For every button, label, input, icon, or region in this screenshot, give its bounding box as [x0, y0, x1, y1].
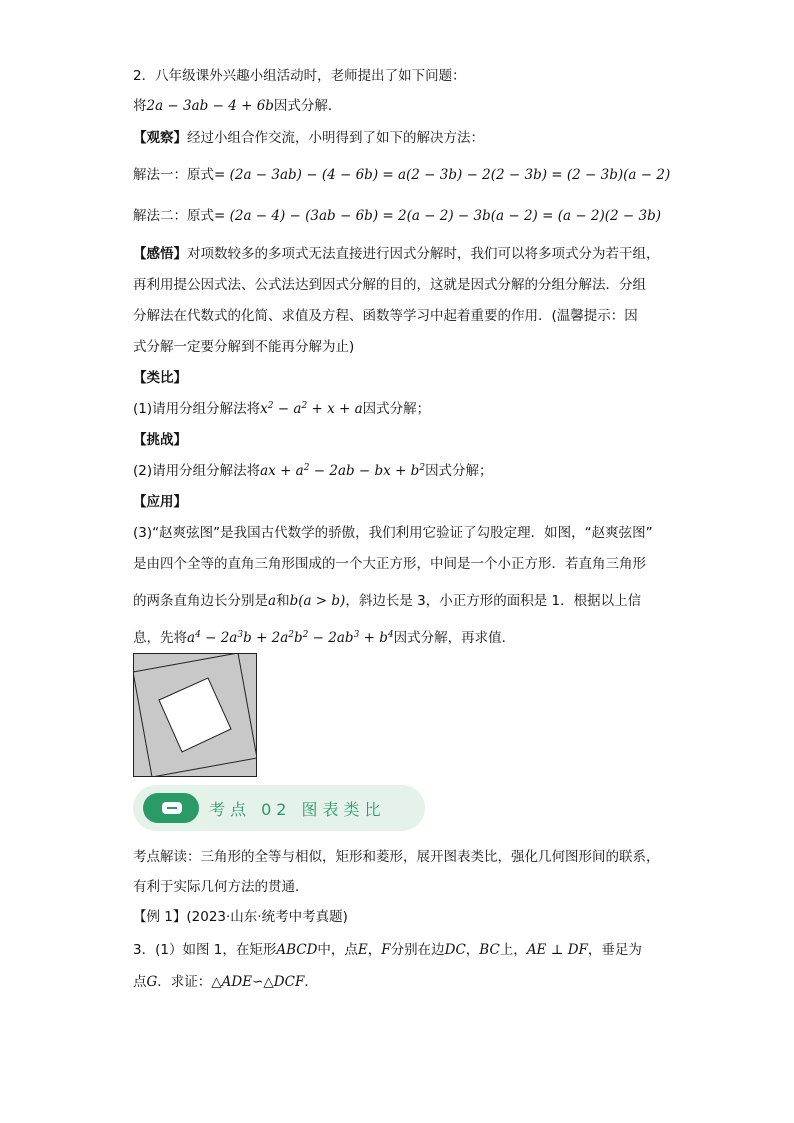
apply-label: [133, 492, 187, 512]
challenge-label-text: 【挑战】: [133, 432, 187, 448]
side-dc: DC: [444, 942, 466, 958]
analogy-label-text: 【类比】: [133, 370, 187, 386]
q2-suffix: 因式分解；: [425, 463, 493, 479]
eq-l1-c: ，: [367, 942, 382, 958]
problem-2-task: [133, 96, 341, 116]
method-2: [133, 206, 661, 226]
point-f: F: [381, 942, 391, 958]
method-1-expression: = (2a − 3ab) − (4 − 6b) = a(2 − 3b) − 2(2 − 3b) = (2 − 3b)(a − 2): [214, 167, 671, 183]
eq-l1-b: 中，点: [317, 942, 358, 958]
challenge-label: [133, 430, 187, 450]
observe-label: 【观察】: [133, 130, 187, 146]
side-bc: BC: [479, 942, 500, 958]
point-e: E: [357, 942, 368, 958]
perpendicular-expr: AE ⊥ DF: [526, 942, 588, 958]
banner-title: 考点 02 图表类比: [209, 800, 386, 819]
q3-l3-a: 的两条直角边长分别是: [133, 593, 268, 609]
eq-l1-f: 上，: [499, 942, 527, 958]
observe-line: [133, 128, 484, 148]
insight-label: 【感悟】: [133, 246, 187, 262]
q2-prefix: (2)请用分组分解法将: [133, 463, 261, 479]
question-3-line-3: [133, 591, 641, 611]
banner-badge: [143, 793, 199, 823]
method-1: [133, 165, 670, 185]
method-2-expression: = (2a − 4) − (3ab − 6b) = 2(a − 2) − 3b(a − 2) = (a − 2)(2 − 3b): [214, 208, 662, 224]
insight-text-1: 对项数较多的多项式无法直接进行因式分解时，我们可以将多项式分为若干组，: [187, 246, 660, 262]
question-3-line-1: (3)“赵爽弦图”是我国古代数学的骄傲，我们利用它验证了勾股定理．如图，“赵爽弦图”: [133, 525, 653, 541]
task-suffix: 因式分解．: [273, 98, 342, 114]
q1-suffix: 因式分解；: [362, 401, 431, 417]
apply-label-text: 【应用】: [133, 494, 187, 510]
task-expression: 2a − 3ab − 4 + 6b: [146, 98, 274, 114]
problem-2-intro: 2．八年级课外兴趣小组活动时，老师提出了如下问题：: [133, 68, 466, 84]
eq-l1-a: 3．(1）如图 1，在矩形: [133, 942, 277, 958]
q2-expression: ax + $a^2 - 2ab$ − bx + $b^2$: [260, 463, 426, 479]
zhao-shuang-figure: [133, 653, 257, 777]
q1-prefix: (1)请用分组分解法将: [133, 401, 261, 417]
q3-l3-c: ，斜边长是 3，小正方形的面积是 1．根据以上信: [345, 593, 642, 609]
q3-var-b-cond: b(a > b): [289, 593, 346, 609]
q3-var-a: a: [268, 593, 277, 609]
question-1: [133, 399, 430, 419]
task-prefix: 将: [133, 98, 147, 114]
q3-expression: $a^4 - 2a^3b + 2a^2b^2 - 2ab^3 + b^4$: [187, 630, 394, 646]
eq-l1-e: ，: [465, 942, 480, 958]
example-question-line-1: [133, 940, 642, 960]
insight-line-3: 分解法在代数式的化简、求值及方程、函数等学习中起着重要的作用．(温馨提示：因: [133, 308, 638, 324]
eq-l1-d: 分别在边: [390, 942, 445, 958]
example-question-line-2: [133, 972, 318, 992]
insight-line-4: 式分解一定要分解到不能再分解为止): [133, 339, 355, 355]
question-3-line-2: 是由四个全等的直角三角形围成的一个大正方形，中间是一个小正方形．若直角三角形: [133, 556, 646, 572]
example-label: 【例 1】(2023·山东·统考中考真题): [133, 909, 348, 925]
question-2: [133, 461, 493, 481]
insight-line-2: 再利用提公因式法、公式法达到因式分解的目的，这就是因式分解的分组分解法．分组: [133, 277, 646, 293]
eq-l2-a: 点: [133, 974, 147, 990]
q3-l3-b: 和: [276, 593, 290, 609]
q3-l4-b: 因式分解，再求值．: [393, 630, 516, 646]
q3-l4-a: 息，先将: [133, 630, 187, 646]
similarity-expr: △ADE∽△DCF: [211, 974, 305, 990]
rect-name: ABCD: [276, 942, 318, 958]
eq-l2-b: ．求证：: [157, 974, 212, 990]
question-3-line-4: [133, 628, 515, 648]
q1-expression: $x^2 - a^2 + x + a$: [260, 401, 363, 417]
eq-l2-c: ．: [304, 974, 318, 990]
method-1-label: 解法一：原式: [133, 167, 214, 183]
point-g: G: [146, 974, 158, 990]
method-2-label: 解法二：原式: [133, 208, 214, 224]
insight-line-1: [133, 244, 660, 264]
dash-icon: [162, 802, 182, 814]
section-banner: [133, 785, 425, 831]
analogy-label: [133, 368, 187, 388]
observe-text: 经过小组合作交流，小明得到了如下的解决方法：: [187, 130, 484, 146]
eq-l1-g: ，垂足为: [587, 942, 642, 958]
section-intro-line-2: 有利于实际几何方法的贯通．: [133, 879, 309, 895]
section-intro-line-1: 考点解读：三角形的全等与相似，矩形和菱形，展开图表类比，强化几何图形间的联系，: [133, 849, 660, 865]
